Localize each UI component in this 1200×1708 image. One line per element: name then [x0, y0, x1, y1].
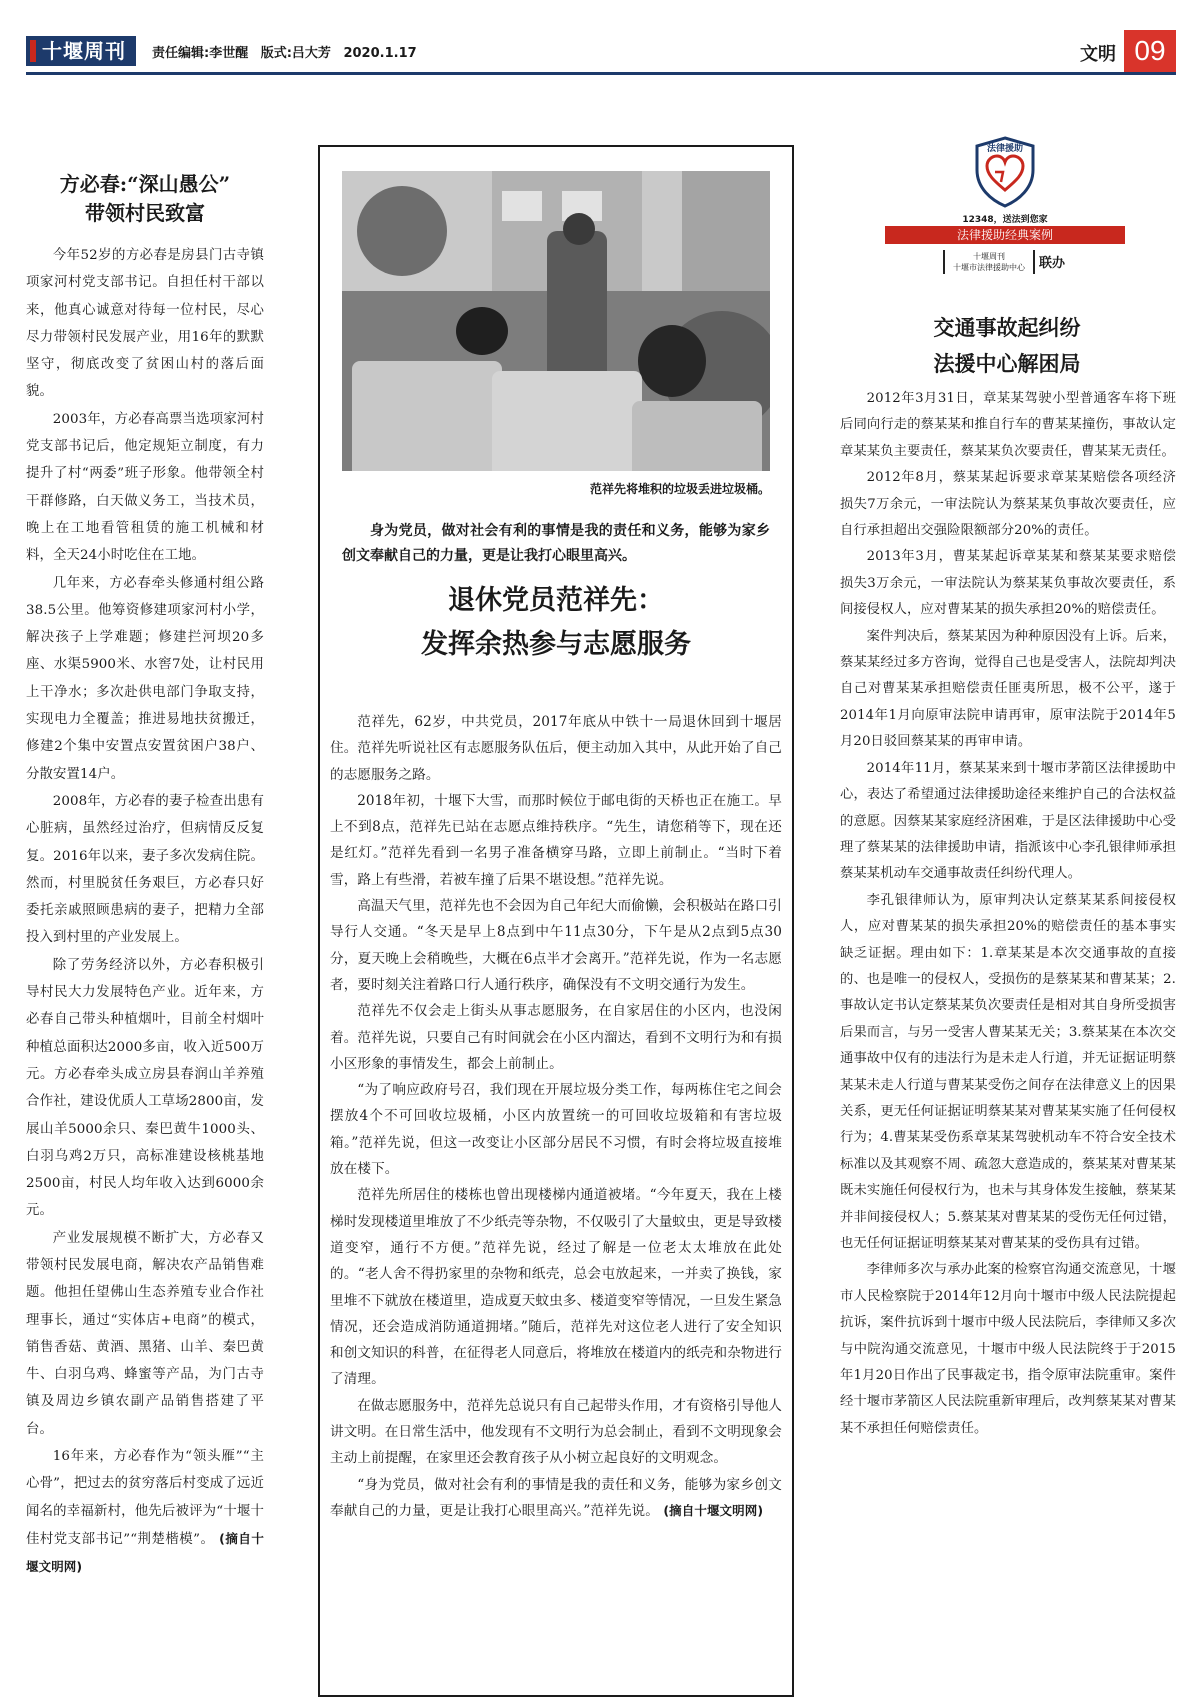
left-article: [26, 170, 264, 1582]
article-source: (摘自十堰文明网): [663, 1502, 764, 1518]
paragraph: 范祥先不仅会走上街头从事志愿服务，在自家居住的小区内，也没闲着。范祥先说，只要自己有时间就会在小区内溜达，看到不文明行为和有损小区形象的事情发生，都会上前制止。: [330, 1003, 782, 1072]
paragraph: 2012年8月，蔡某某起诉要求章某某赔偿各项经济损失7万余元，一审法院认为蔡某某负事故次要责任，应自行承担超出交强险限额部分20%的责任。: [840, 470, 1176, 539]
paragraph: 案件判决后，蔡某某因为种种原因没有上诉。后来，蔡某某经过多方咨询，觉得自己也是受害人，法院却判决自己对曹某某承担赔偿责任匪夷所思，极不公平，遂于2014年1月向原审法院申请再审，原审法院于2014年5月20日驳回蔡某某的再审申请。: [840, 628, 1176, 750]
masthead: [26, 30, 1176, 74]
paragraph: 今年52岁的方必春是房县门古寺镇项家河村党支部书记。自担任村干部以来，他真心诚意对待每一位村民，尽心尽力带领村民发展产业，用16年的默默坚守，彻底改变了贫困山村的落后面貌。: [26, 248, 264, 400]
page-meta: [152, 42, 425, 61]
header-rule: [26, 72, 1176, 75]
legal-aid-badge: [875, 132, 1135, 282]
pull-quote: 身为党员，做对社会有利的事情是我的责任和义务，能够为家乡创文奉献自己的力量，更是让我打心眼里高兴。: [342, 523, 770, 564]
editor-credit: 责任编辑:李世醒: [152, 46, 249, 61]
badge-banner: 法律援助经典案例: [885, 226, 1125, 244]
paragraph: “为了响应政府号召，我们现在开展垃圾分类工作，每两栋住宅之间会摆放4个不可回收垃圾桶，小区内放置统一的可回收垃圾箱和有害垃圾箱。”范祥先说，但这一改变让小区部分居民不习惯，有时会将垃圾直接堆放在楼下。: [330, 1082, 782, 1178]
badge-organizers: 十堰周刊 十堰市法律援助中心: [943, 250, 1035, 274]
article-source: (摘自十堰文明网): [26, 1530, 264, 1575]
article-photo: [342, 171, 770, 471]
issue-date: 2020.1.17: [343, 46, 417, 61]
paragraph: 除了劳务经济以外，方必春积极引导村民大力发展特色产业。近年来，方必春自己带头种植烟叶，目前全村烟叶种植总面积达2000多亩，收入近500万元。方必春牵头成立房县春润山羊养殖合作社，建设优质人工草场2800亩，发展山羊5000余只、秦巴黄牛1000头、白羽乌鸡2万只，高标准建设核桃基地2500亩，村民人均年收入达到6000余元。: [26, 957, 264, 1219]
garbage-bins-photo: [342, 171, 770, 471]
svg-text:法律援助: 法律援助: [986, 144, 1024, 154]
paragraph: 李律师多次与承办此案的检察官沟通交流意见，十堰市人民检察院于2014年12月向十堰市中级人民法院提起抗诉，案件抗诉到十堰市中级人民法院后，李律师又多次与中院沟通交流意见，十堰市中级人民法院终于于2015年1月20日作出了民事裁定书，指令原审法院重审。案件经十堰市茅箭区人民法院重新审理后，改判蔡某某对曹某某不承担任何赔偿责任。: [840, 1262, 1176, 1436]
paragraph: 在做志愿服务中，范祥先总说只有自己起带头作用，才有资格引导他人讲文明。在日常生活中，他发现有不文明行为总会制止，看到不文明现象会主动上前提醒，在家里还会教育孩子从小树立起良好的文明观念。: [330, 1397, 782, 1467]
middle-article-body: [330, 709, 782, 1524]
paragraph: 李孔银律师认为，原审判决认定蔡某某系间接侵权人，应对曹某某的损失承担20%的赔偿责任的基本事实缺乏证据。理由如下：1.章某某是本次交通事故的直接的、也是唯一的侵权人，受损伤的是蔡某某和曹某某；2.事故认定书认定蔡某某负次要责任是相对其自身所受损害后果而言，与另一受害人曹某某无关；3.蔡某某在本次交通事故中仅有的违法行为是未走人行道，并无证据证明蔡某某未走人行道与曹某某受伤之间存在法律意义上的因果关系，更无任何证据证明蔡某某对曹某某实施了任何侵权行为；4.曹某某受伤系章某某驾驶机动车不符合安全技术标准以及其观察不周、疏忽大意造成的，蔡某某对曹某某既未实施任何侵权行为，也未与其身体发生接触，蔡某某并非间接侵权人；5.蔡某某对曹某某的受伤无任何过错，也无任何证据证明蔡某某对曹某某的受伤具有过错。: [840, 892, 1176, 1251]
paragraph: 2013年3月，曹某某起诉章某某和蔡某某要求赔偿损失3万余元，一审法院认为蔡某某负事故次要责任，系间接侵权人，应对曹某某的损失承担20%的赔偿责任。: [840, 549, 1176, 618]
photo-caption: 范祥先将堆积的垃圾丢进垃圾桶。: [589, 482, 770, 496]
page-number: 09: [1124, 30, 1176, 72]
paragraph: 产业发展规模不断扩大，方必春又带领村民发展电商，解决农产品销售难题。他担任望佛山生态养殖专业合作社理事长，通过“实体店+电商”的模式，销售香菇、黄酒、黑猪、山羊、秦巴黄牛、白羽乌鸡、蜂蜜等产品，为门古寺镇及周边乡镇农副产品销售搭建了平台。: [26, 1230, 264, 1437]
middle-article-box: [318, 145, 794, 1697]
paragraph: 范祥先，62岁，中共党员，2017年底从中铁十一局退休回到十堰居住。范祥先听说社区有志愿服务队伍后，便主动加入其中，从此开始了自己的志愿服务之路。: [330, 714, 782, 783]
layout-credit: 版式:吕大芳: [260, 46, 331, 61]
paragraph: 2003年，方必春高票当选项家河村党支部书记后，他定规矩立制度，有力提升了村“两委”班子形象。他带领全村干群修路，白天做义务工，当技术员，晚上在工地看管租赁的施工机械和材料，全天24小时吃住在工地。: [26, 411, 264, 564]
paragraph: 几年来，方必春牵头修通村组公路38.5公里。他筹资修建项家河村小学，解决孩子上学难题；修建拦河坝20多座、水渠5900米、水窖7处，让村民用上干净水；多次赴供电部门争取支持，实现电力全覆盖；推进易地扶贫搬迁，修建2个集中安置点安置贫困户38户、分散安置14户。: [26, 575, 264, 782]
right-article-title: 交通事故起纠纷 法援中心解困局: [933, 315, 1081, 376]
paragraph: 2018年初，十堰下大雪，而那时候位于邮电街的天桥也正在施工。早上不到8点，范祥先已站在志愿点维持秩序。“先生，请您稍等下，现在还是红灯。”范祥先看到一名男子准备横穿马路，立即上前制止。“当时下着雪，路上有些滑，若被车撞了后果不堪设想。”范祥先说。: [330, 792, 782, 888]
paragraph: 范祥先所居住的楼栋也曾出现楼梯内通道被堵。“今年夏天，我在上楼梯时发现楼道里堆放了不少纸壳等杂物，不仅吸引了大量蚊虫，更是导致楼道变窄，通行不方便。”范祥先说，经过了解是一位老太太堆放在此处的。“老人舍不得扔家里的杂物和纸壳，总会屯放起来，一并卖了换钱，家里堆不下就放在楼道里，造成夏天蚊虫多、楼道变窄等情况，一旦发生紧急情况，还会造成消防通道拥堵。”随后，范祥先对这位老人进行了安全知识和创文知识的科普，在征得老人同意后，将堆放在楼道内的纸壳和杂物进行了清理。: [330, 1187, 782, 1388]
left-article-title: 方必春:“深山愚公” 带领村民致富: [59, 172, 231, 225]
badge-joint-label: 联办: [1039, 256, 1066, 271]
paper-logo: 十堰周刊: [26, 36, 136, 66]
section-name: 文明: [1080, 44, 1116, 65]
paragraph: 16年来，方必春作为“领头雁”“主心骨”，把过去的贫穷落后村变成了远近闻名的幸福新村，他先后被评为“十堰十佳村党支部书记”“荆楚楷模”。 (摘自十堰文明网): [26, 1449, 264, 1575]
right-article-body: [840, 386, 1176, 1442]
paragraph: 2008年，方必春的妻子检查出患有心脏病，虽然经过治疗，但病情反反复复。2016年以来，妻子多次发病住院。然而，村里脱贫任务艰巨，方必春只好委托亲戚照顾患病的妻子，把精力全部投入到村里的产业发展上。: [26, 793, 264, 946]
badge-slogan: 12348，送法到您家: [962, 215, 1048, 225]
paragraph: 2014年11月，蔡某某来到十堰市茅箭区法律援助中心，表达了希望通过法律援助途径来维护自己的合法权益的意愿。因蔡某某家庭经济困难，于是区法律援助中心受理了蔡某某的法律援助申请，指派该中心李孔银律师承担蔡某某机动车交通事故责任纠纷代理人。: [840, 760, 1176, 882]
paragraph: 2012年3月31日，章某某驾驶小型普通客车将下班后同向行走的蔡某某和推自行车的曹某某撞伤，事故认定章某某负主要责任，蔡某某负次要责任，曹某某无责任。: [840, 391, 1176, 459]
shield-label: [973, 140, 1037, 154]
middle-article-title: 退休党员范祥先： 发挥余热参与志愿服务: [421, 585, 691, 660]
paragraph: “身为党员，做对社会有利的事情是我的责任和义务，能够为家乡创文奉献自己的力量，更是让我打心眼里高兴。”范祥先说。 (摘自十堰文明网): [330, 1476, 782, 1519]
paragraph: 高温天气里，范祥先也不会因为自己年纪大而偷懒，会积极站在路口引导行人交通。“冬天是早上8点到中午11点30分，下午是从2点到5点30分，夏天晚上会稍晚些，大概在6点半才会离开。”范祥先说，作为一名志愿者，要时刻关注着路口行人通行秩序，确保没有不文明交通行为发生。: [330, 898, 782, 993]
